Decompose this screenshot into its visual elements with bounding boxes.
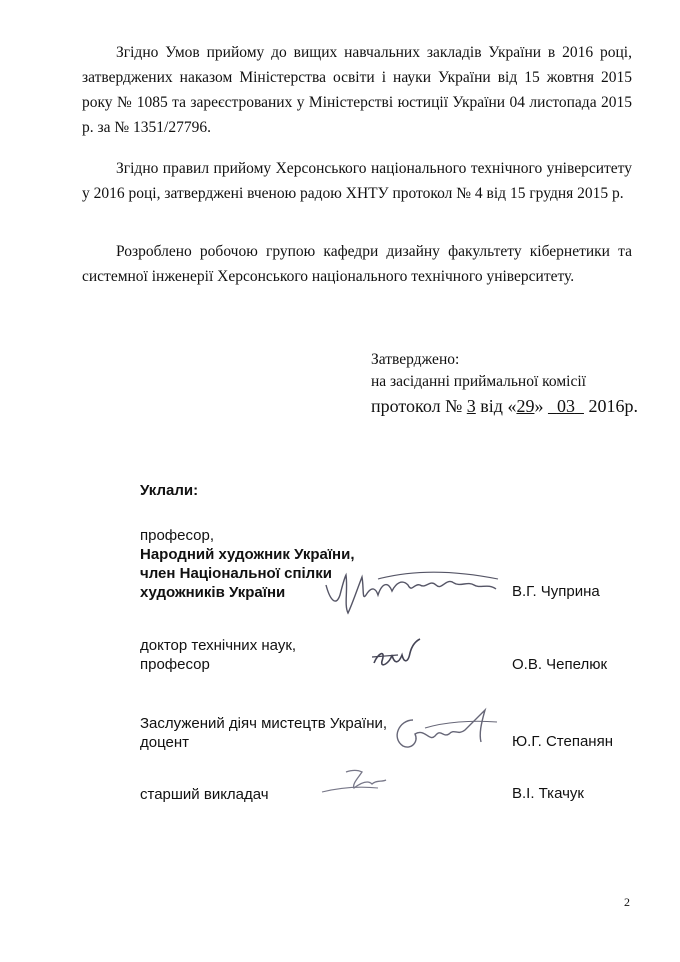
approval-block <box>371 349 638 419</box>
paragraph-working-group <box>82 239 632 289</box>
protocol-month: 03 <box>556 396 575 416</box>
author-title-chepeliuk: доктор технічних наук, професор <box>140 637 297 673</box>
protocol-day: 29 <box>516 396 535 416</box>
compiled-by-label: Уклали: <box>140 482 199 499</box>
page-number: 2 <box>624 895 630 909</box>
author-title-tkachuk: старший викладач <box>140 786 269 803</box>
paragraph-admission-rules <box>82 156 632 206</box>
approval-protocol: протокол № 3 від «29» 03 2016р. <box>371 396 638 416</box>
signature-tkachuk <box>318 762 408 807</box>
author-title-stepanian: Заслужений діяч мистецтв України, доцент <box>140 715 388 751</box>
author-name-tkachuk: В.І. Ткачук <box>512 785 584 802</box>
paragraph-text: Згідно правил прийому Херсонського національного технічного університету у 2016 році, затверджені вченою радою ХНТУ протокол № 4 від 15 грудня 2015 р. <box>82 160 632 202</box>
signature-chepeliuk <box>368 633 428 678</box>
approval-commission: на засіданні приймальної комісії <box>371 373 586 390</box>
author-name-stepanian: Ю.Г. Степанян <box>512 733 613 750</box>
approval-title: Затверджено: <box>371 351 460 368</box>
author-name-chupryna: В.Г. Чуприна <box>512 583 600 600</box>
signature-chupryna <box>318 565 508 620</box>
author-name-chepeliuk: О.В. Чепелюк <box>512 656 608 673</box>
author-title-chupryna: професор, Народний художник України, член Національної спілки художників України <box>140 527 355 601</box>
protocol-number: 3 <box>466 396 476 416</box>
signature-stepanian <box>385 698 505 758</box>
paragraph-admission-conditions <box>82 40 632 140</box>
paragraph-text: Згідно Умов прийому до вищих навчальних закладів України в 2016 році, затверджених наказом Міністерства освіти і науки України від 15 жовтня 2015 року № 1085 та зареєстрованих у Міністерстві юстиції України 04 листопада 2015 р. за № 1351/27796. <box>82 44 632 136</box>
protocol-year: 2016р. <box>588 396 638 416</box>
paragraph-text: Розроблено робочою групою кафедри дизайну факультету кібернетики та системної інженерії Херсонського національного технічного університету. <box>82 243 632 285</box>
